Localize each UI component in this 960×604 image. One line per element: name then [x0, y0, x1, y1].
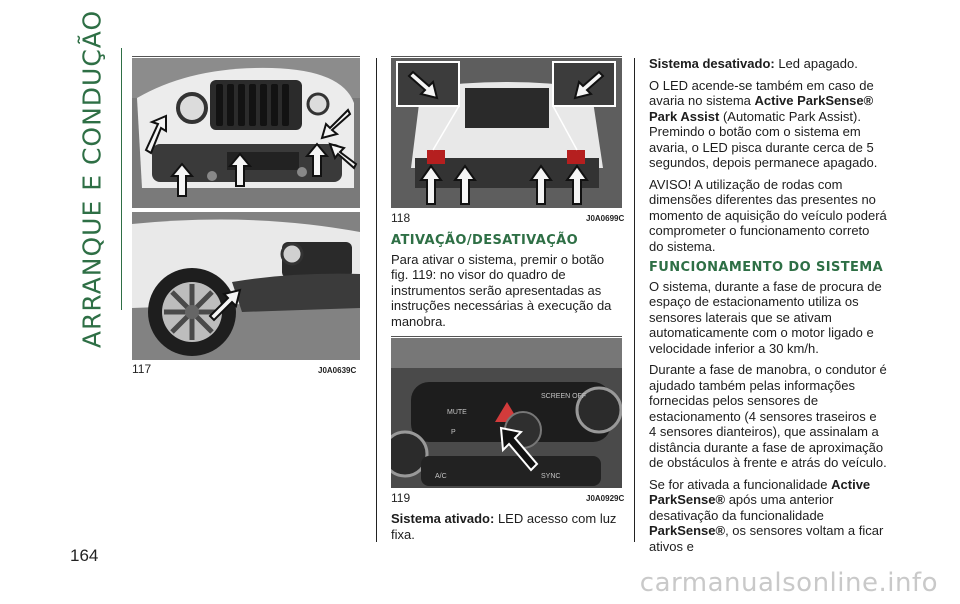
para-c-brand-1: Active ParkSense® — [649, 476, 871, 507]
middle-column-top — [391, 231, 623, 335]
led-text-2: (Automatic Park Assist). Premindo o botão com o sistema em avaria, o LED pisca durante cerca de 5 segundos, depois permanece apagado. — [649, 108, 878, 170]
figure-117-photo-side — [132, 212, 360, 360]
console-ac-label: A/C — [435, 473, 447, 480]
column-divider-2 — [634, 58, 635, 542]
para-c-text-3: , os sensores voltam a ficar ativos e — [649, 523, 884, 554]
para-manobra: Durante a fase de manobra, o condutor é ajudado também pelas informações fornecidas pelos sensores de estacionamento (4 sensores traseiros e 4 sensores dianteiros), que assinalam a distância durante a fase de aproximação de obstáculos à frente e atrás do veículo. — [649, 362, 887, 470]
figure-119-photo — [391, 338, 622, 488]
para-sistema-procura: O sistema, durante a fase de procura de espaço de estacionamento utiliza os sensores laterais que se ativam automaticamente com o motor ligado e velocidade inferior a 30 km/h. — [649, 278, 882, 356]
watermark: carmanualsonline.info — [639, 568, 938, 598]
heading-ativacao: ATIVAÇÃO/DESATIVAÇÃO — [391, 233, 579, 248]
sistema-desativado-text: Led apagado. — [774, 56, 858, 71]
console-mute-label: MUTE — [447, 409, 467, 416]
console-p-label: P — [451, 429, 456, 436]
figure-118-code: J0A0699C — [586, 214, 625, 223]
figure-118-photo — [391, 58, 622, 208]
heading-funcionamento: FUNCIONAMENTO DO SISTEMA — [649, 260, 884, 275]
jeep-front-illustration — [132, 58, 360, 208]
page-number: 164 — [70, 546, 99, 565]
figure-118-top-rule — [391, 56, 622, 57]
para-c-text-2: após uma anterior desativação da funcionalidade — [649, 492, 834, 523]
console-illustration — [391, 338, 622, 488]
para-ativar: Para ativar o sistema, premir o botão fig. 119: no visor do quadro de instrumentos serão apresentadas as instruções necessárias à execução da manobra. — [391, 251, 612, 329]
middle-column-bottom — [391, 511, 623, 548]
right-column — [649, 56, 887, 560]
sistema-desativado-label: Sistema desativado: — [649, 56, 775, 71]
figure-119-top-rule — [391, 336, 622, 337]
para-ativada-funcionalidade — [649, 477, 887, 555]
figure-118-number: 118 — [391, 211, 411, 225]
sistema-ativado-label: Sistema ativado: — [391, 511, 495, 526]
section-title-text: ARRANQUE E CONDUÇÃO — [77, 9, 107, 349]
led-text-1: O LED acende-se também em caso de avaria no sistema — [649, 77, 874, 108]
para-aviso: AVISO! A utilização de rodas com dimensões diferentes das presentes no momento de aquisição do veículo poderá comprometer o funcionamento correto do sistema. — [649, 176, 887, 254]
section-title-rule — [121, 48, 122, 310]
para-c-brand-2: ParkSense® — [649, 523, 726, 538]
column-divider-1 — [376, 58, 377, 542]
sistema-ativado-text: LED acesso com luz fixa. — [391, 511, 617, 542]
console-sync-label: SYNC — [541, 473, 561, 480]
figure-117-top-rule — [132, 56, 360, 57]
section-title — [70, 9, 114, 349]
jeep-side-illustration — [132, 212, 360, 360]
figure-117-code: J0A0639C — [318, 366, 357, 375]
para-c-text-1: Se for ativada a funcionalidade — [649, 476, 832, 492]
para-sistema-desativado — [649, 56, 887, 72]
para-sistema-ativado — [391, 511, 623, 542]
figure-117-number: 117 — [132, 362, 152, 376]
para-led-avaria — [649, 78, 887, 171]
figure-119-number: 119 — [391, 491, 411, 505]
console-screen-off-label: SCREEN OFF — [541, 393, 587, 400]
figure-119-code: J0A0929C — [586, 494, 625, 503]
jeep-rear-illustration — [391, 58, 622, 208]
led-brand: Active ParkSense® Park Assist — [649, 93, 874, 124]
figure-117-photo-front — [132, 58, 360, 208]
